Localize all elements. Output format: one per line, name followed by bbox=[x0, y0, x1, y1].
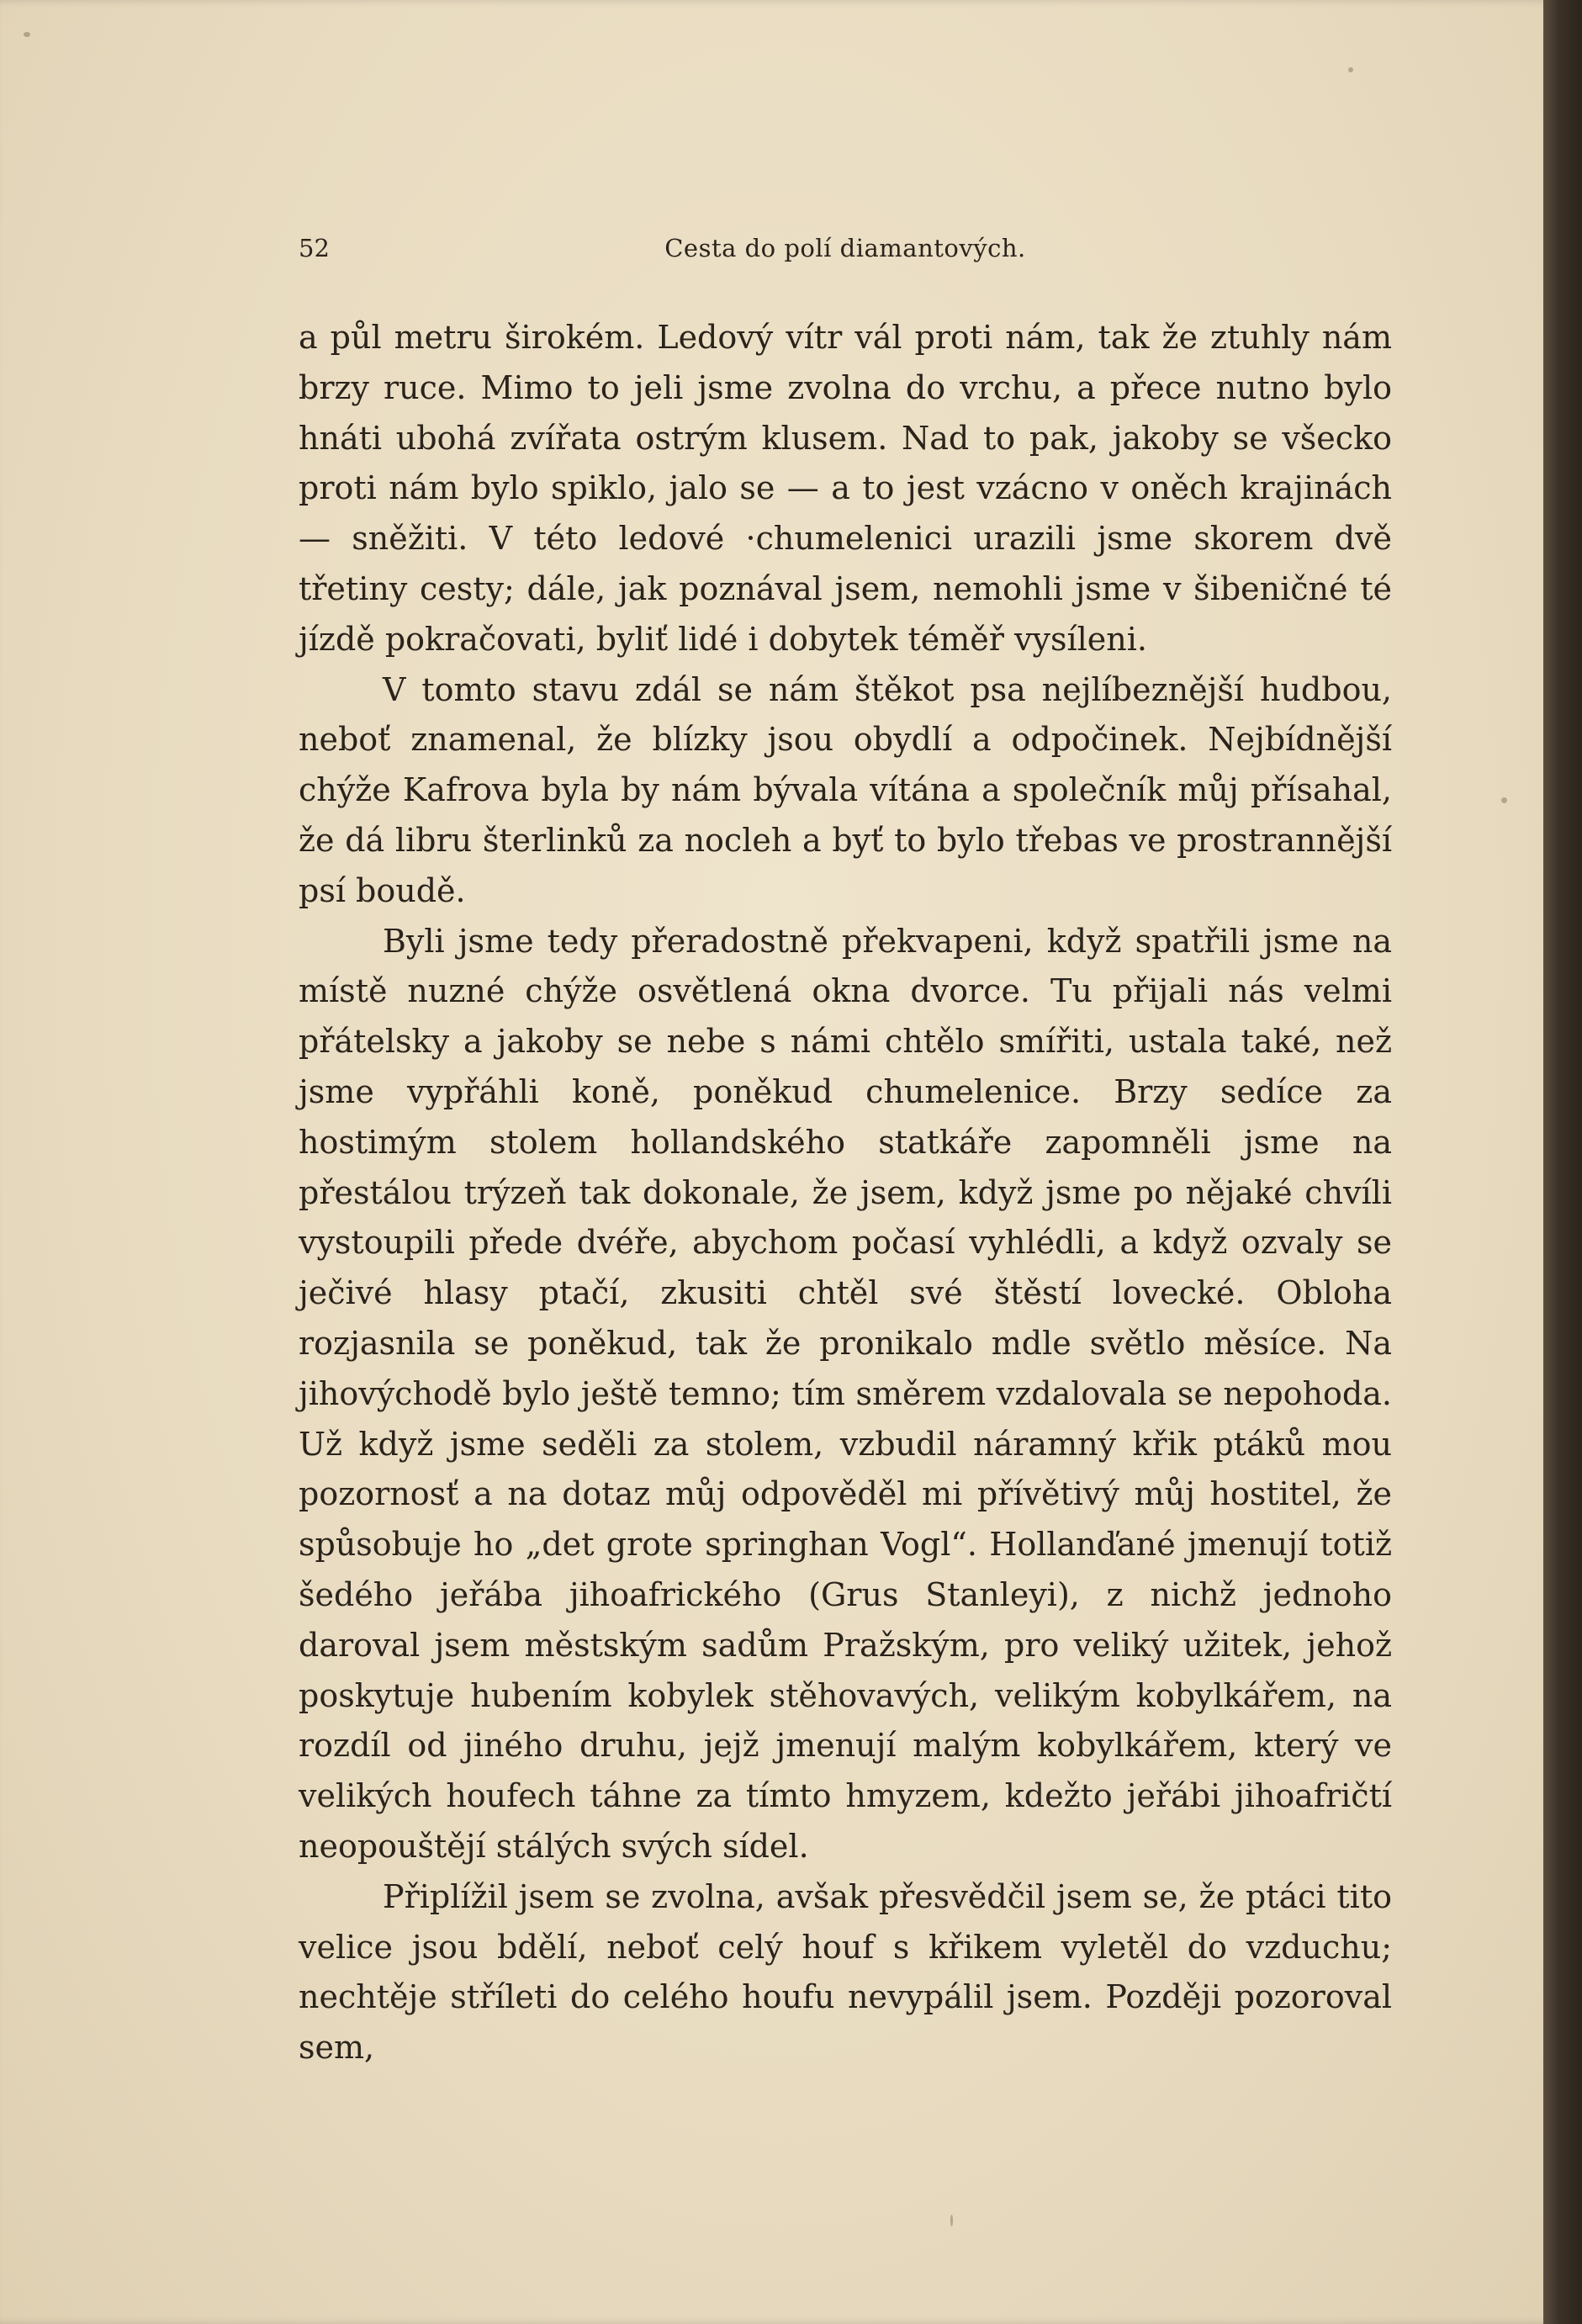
running-title: Cesta do polí diamantových. bbox=[664, 234, 1026, 262]
paper-speck bbox=[1501, 797, 1507, 803]
paragraph-4: Připlížil jsem se zvolna, avšak přesvědčil jsem se, že ptáci tito velice jsou bdělí, neboť celý houf s křikem vyletěl do vzduchu; nechtěje stříleti do celého houfu nevypálil jsem. Později pozoroval sem, bbox=[299, 1877, 1392, 2067]
page-number: 52 bbox=[299, 234, 330, 262]
paragraph-2: V tomto stavu zdál se nám štěkot psa nejlíbeznější hudbou, neboť znamenal, že blízky jsou obydlí a odpočinek. Nejbídnější chýže Kafrova byla by nám bývala vítána a společník můj přísahal, že dá libru šterlinků za nocleh a byť to bylo třebas ve prostrannější psí boudě. bbox=[299, 670, 1392, 909]
paper-speck bbox=[1348, 67, 1353, 72]
paper-speck bbox=[950, 2215, 953, 2226]
paper-speck bbox=[24, 32, 30, 37]
page-edge bbox=[1543, 0, 1582, 2324]
running-head bbox=[299, 234, 1392, 267]
body-text bbox=[299, 313, 1392, 2073]
paragraph-3: Byli jsme tedy přeradostně překvapeni, když spatřili jsme na místě nuzné chýže osvětlená okna dvorce. Tu přijali nás velmi přátelsky a jakoby se nebe s námi chtělo smířiti, ustala také, než jsme vypřáhli koně, poněkud chumelenice. Brzy sedíce za hostimým stolem hollandského statkáře zapomněli jsme na přestálou trýzeň tak dokonale, že jsem, když jsme po nějaké chvíli vystoupili přede dvéře, abychom počasí vyhlédli, a když ozvaly se ječivé hlasy ptačí, zkusiti chtěl své štěstí lovecké. Obloha rozjasnila se poněkud, tak že pronikalo mdle světlo měsíce. Na jihovýchodě bylo ještě temno; tím směrem vzdalovala se nepohoda. Už když jsme seděli za stolem, vzbudil náramný křik ptáků mou pozornosť a na dotaz můj odpověděl mi přívětivý můj hostitel, že spůsobuje ho „det grote springhan Vogl“. Hollanďané jmenují totiž šedého jeřába jihoafrického (Grus Stanleyi), z nichž jednoho daroval jsem městským sadům Pražským, pro veliký užitek, jehož poskytuje hubením kobylek stěhovavých, velikým kobylkářem, na rozdíl od jiného druhu, jejž jmenují malým kobylkářem, který ve velikých houfech táhne za tímto hmyzem, kdežto jeřábi jihoafričtí neopouštějí stálých svých sídel. bbox=[299, 922, 1392, 1865]
paragraph-1: a půl metru širokém. Ledový vítr vál proti nám, tak že ztuhly nám brzy ruce. Mimo to jeli jsme zvolna do vrchu, a přece nutno bylo hnáti ubohá zvířata ostrým klusem. Nad to pak, jakoby se všecko proti nám bylo spiklo, jalo se — a to jest vzácno v oněch krajinách — sněžiti. V této ledové ·chumelenici urazili jsme skorem dvě třetiny cesty; dále, jak poznával jsem, nemohli jsme v šibeničné té jízdě pokračovati, byliť lidé i dobytek téměř vysíleni. bbox=[299, 319, 1392, 658]
